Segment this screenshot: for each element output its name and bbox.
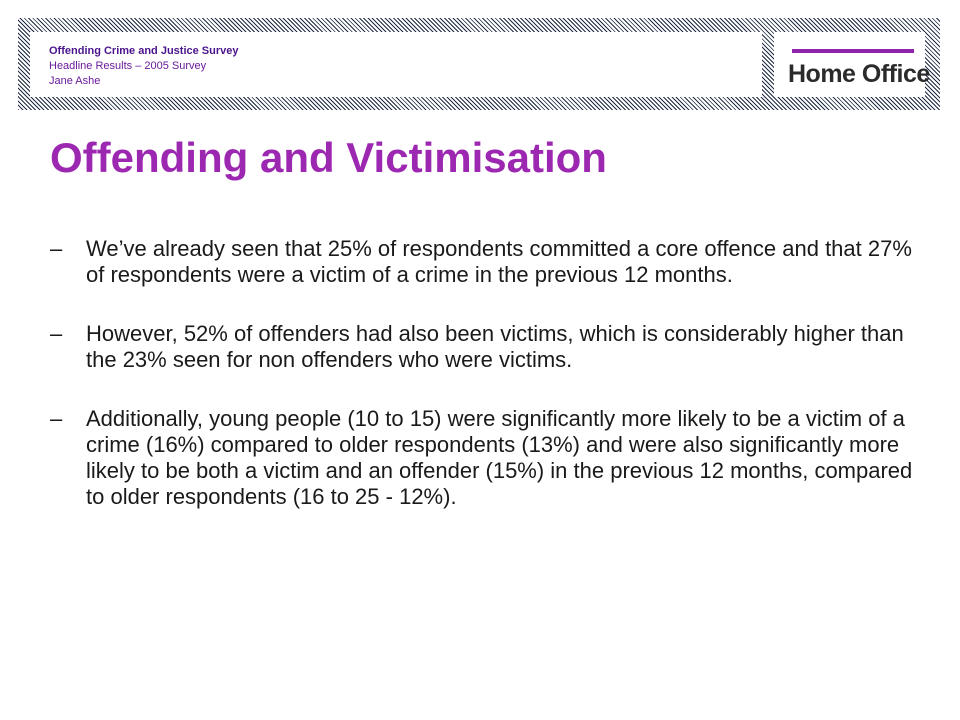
survey-title: Offending Crime and Justice Survey: [49, 45, 239, 57]
bullet-text: However, 52% of offenders had also been victims, which is considerably higher than the 23% seen for non offenders who were victims.: [86, 321, 904, 372]
bullet-item: [50, 236, 930, 288]
bullet-item: [50, 321, 930, 373]
bullet-list: [50, 236, 930, 543]
logo-text: Home Office: [788, 60, 930, 88]
bullet-dash: –: [50, 236, 63, 261]
logo-rule: [792, 49, 914, 53]
header-info-panel: [30, 32, 762, 97]
bullet-text: We’ve already seen that 25% of respondents committed a core offence and that 27% of respondents were a victim of a crime in the previous 12 months.: [86, 236, 912, 287]
page-title: Offending and Victimisation: [50, 134, 607, 181]
bullet-dash: –: [50, 406, 63, 431]
bullet-item: [50, 406, 930, 510]
survey-subtitle: Headline Results – 2005 Survey: [49, 60, 207, 72]
author-name: Jane Ashe: [49, 75, 101, 87]
bullet-dash: –: [50, 321, 63, 346]
bullet-text: Additionally, young people (10 to 15) were significantly more likely to be a victim of a crime (16%) compared to older respondents (13%) and were also significantly more likely to be both a victim and an offender (15%) in the previous 12 months, compared to older respondents (16 to 25 - 12%).: [86, 406, 913, 509]
home-office-logo: [774, 32, 930, 97]
